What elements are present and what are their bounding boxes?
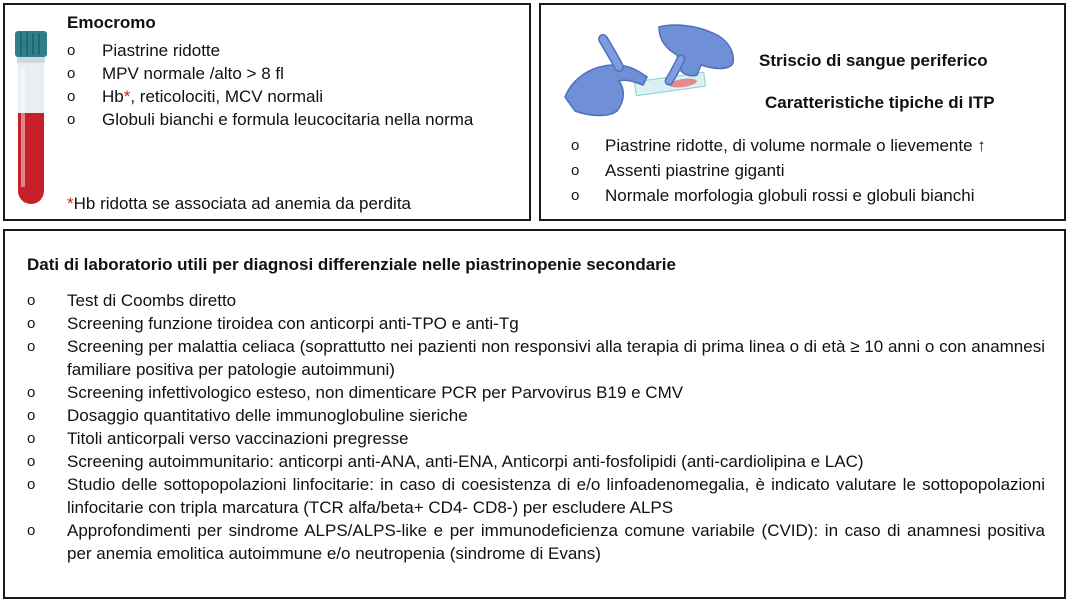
list-item: o Screening per malattia celiaca (soprattutto nei pazienti non responsivi alla terapia di prima linea o di età ≥ 10 anni o con anamnesi familiare positiva per patologie autoimmuni) — [27, 337, 1045, 379]
bullet-icon: o — [27, 453, 36, 470]
list-item: o Dosaggio quantitativo delle immunoglobuline sieriche — [27, 406, 468, 425]
emocromo-list — [67, 39, 527, 131]
emocromo-title: Emocromo — [67, 13, 156, 32]
list-item: o Piastrine ridotte, di volume normale o lievemente ↑ — [571, 133, 1061, 158]
striscio-title: Striscio di sangue periferico — [759, 51, 988, 70]
blood-tube-icon — [13, 31, 49, 209]
bullet-icon: o — [27, 338, 36, 355]
bullet-icon: o — [27, 476, 36, 493]
hb-label: Hb — [102, 87, 124, 106]
bullet-icon: o — [27, 430, 36, 447]
bullet-icon: o — [27, 384, 36, 401]
bullet-icon: o — [67, 42, 76, 59]
asterisk: * — [67, 194, 74, 213]
list-item: o Hb*, reticolociti, MCV normali — [67, 87, 324, 106]
striscio-list — [571, 133, 1061, 208]
bullet-icon: o — [67, 88, 76, 105]
list-item: o Studio delle sottopopolazioni linfocitarie: in caso di coesistenza di e/o linfoadenomegalia, è indicato valutare le sottopopolazioni linfocitarie con tripla marcatura (TCR alfa/beta+ CD4- CD8-) per escludere ALPS — [27, 475, 1045, 517]
bullet-icon: o — [27, 522, 36, 539]
bullet-icon: o — [27, 292, 36, 309]
bullet-icon: o — [67, 111, 76, 128]
list-item: o Screening autoimmunitario: anticorpi anti-ANA, anti-ENA, Anticorpi anti-fosfolipidi (anti-cardiolipina e LAC) — [27, 452, 864, 471]
emocromo-panel — [3, 3, 531, 221]
list-item: o Titoli anticorpali verso vaccinazioni pregresse — [27, 429, 409, 448]
striscio-panel — [539, 3, 1066, 221]
bullet-icon: o — [27, 315, 36, 332]
gloved-hands-slide-icon — [563, 19, 738, 119]
bullet-icon: o — [67, 65, 76, 82]
bullet-icon: o — [571, 137, 580, 154]
lab-panel — [3, 229, 1066, 599]
asterisk: * — [123, 87, 131, 106]
list-item: o Piastrine ridotte — [67, 41, 221, 60]
lab-title: Dati di laboratorio utili per diagnosi differenziale nelle piastrinopenie secondarie — [27, 255, 676, 274]
list-item: o MPV normale /alto > 8 fl — [67, 64, 284, 83]
bullet-icon: o — [571, 162, 580, 179]
lab-list — [27, 289, 1045, 565]
list-item: o Screening funzione tiroidea con anticorpi anti-TPO e anti-Tg — [27, 314, 519, 333]
list-item: o Approfondimenti per sindrome ALPS/ALPS-like e per immunodeficienza comune variabile (CVID): in caso di anamnesi positiva per anemia emolitica autoimmune e/o neutropenia (sindrome di Evans) — [27, 521, 1045, 563]
striscio-subtitle: Caratteristiche tipiche di ITP — [765, 93, 995, 112]
list-item: o Assenti piastrine giganti — [571, 158, 1061, 183]
list-item: o Globuli bianchi e formula leucocitaria nella norma — [67, 110, 474, 129]
list-item: o Test di Coombs diretto — [27, 291, 237, 310]
list-item: o Screening infettivologico esteso, non dimenticare PCR per Parvovirus B19 e CMV — [27, 383, 684, 402]
bullet-icon: o — [27, 407, 36, 424]
bullet-icon: o — [571, 187, 580, 204]
emocromo-note: *Hb ridotta se associata ad anemia da perdita — [67, 194, 411, 213]
list-item: o Normale morfologia globuli rossi e globuli bianchi — [571, 183, 1061, 208]
